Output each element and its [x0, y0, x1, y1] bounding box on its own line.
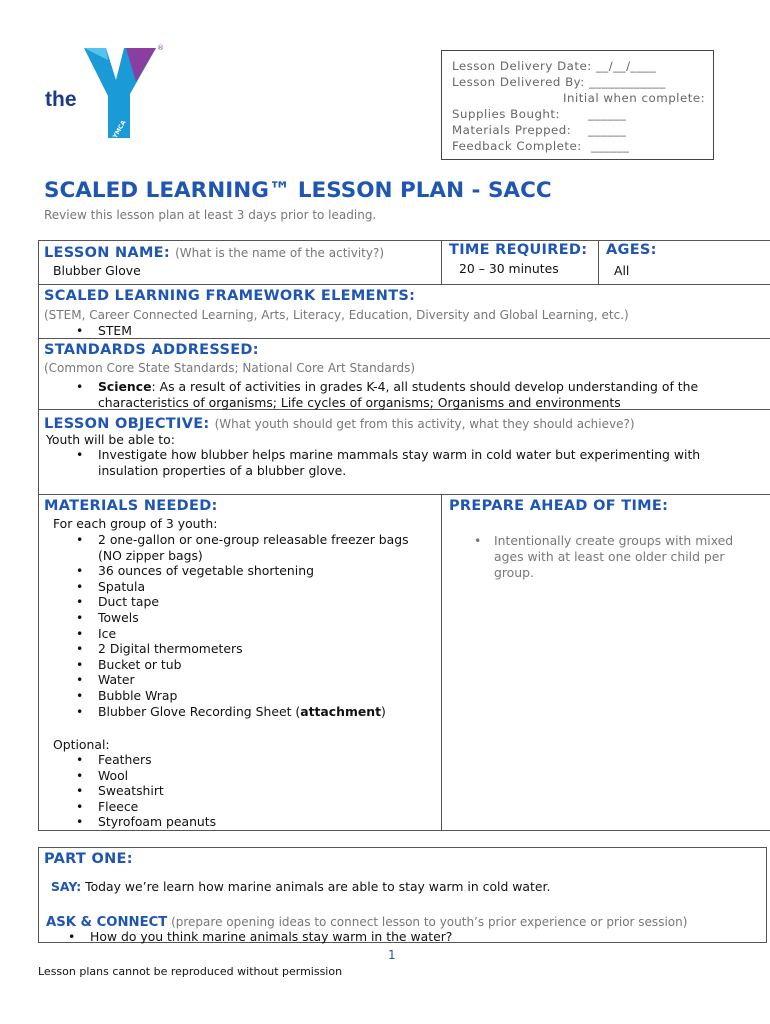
materials-blank: ______	[588, 123, 627, 137]
ask-line	[46, 911, 687, 930]
time-required-label: TIME REQUIRED:	[449, 242, 588, 258]
materials-prepped: Materials Prepped:	[452, 123, 572, 137]
page-subtitle: Review this lesson plan at least 3 days prior to leading.	[44, 208, 377, 222]
recording-sheet-close: )	[381, 703, 386, 719]
say-line	[51, 879, 550, 894]
prepare-line-3: group.	[494, 565, 534, 580]
framework-label: SCALED LEARNING FRAMEWORK ELEMENTS:	[44, 288, 416, 304]
optional-list	[38, 752, 438, 830]
lesson-name-hint: (What is the name of the activity?)	[175, 246, 385, 260]
objective-header	[44, 413, 635, 432]
ages-label: AGES:	[606, 242, 657, 258]
prepare-line-2: ages with at least one older child per	[494, 549, 725, 564]
materials-item: • Bubble Wrap	[38, 688, 438, 704]
page-number: 1	[388, 948, 396, 962]
say-text: Today we’re learn how marine animals are able to stay warm in cold water.	[81, 879, 551, 894]
materials-item-continued: (NO zipper bags)	[98, 547, 203, 563]
optional-item: • Fleece	[38, 799, 438, 815]
logo-the-text: the	[45, 88, 77, 111]
materials-item: • Duct tape	[38, 594, 438, 610]
materials-intro: For each group of 3 youth:	[53, 516, 218, 531]
prepare-item	[474, 533, 733, 581]
delivered-by: Lesson Delivered By: ____________	[452, 75, 666, 89]
lesson-name-value: Blubber Glove	[53, 263, 141, 278]
objective-item-line-2: insulation properties of a blubber glove.	[98, 462, 347, 478]
ask-label: ASK & CONNECT	[46, 915, 168, 930]
materials-item: • Towels	[38, 610, 438, 626]
optional-label: Optional:	[53, 737, 110, 752]
framework-hint: (STEM, Career Connected Learning, Arts, Literacy, Education, Diversity and Global Learning, etc.)	[44, 308, 629, 322]
lesson-name-header	[44, 242, 384, 261]
science-text-2: characteristics of organisms; Life cycles of organisms; Organisms and environments	[98, 394, 621, 410]
materials-item: • 2 one-gallon or one-group releasable freezer bags	[38, 532, 438, 548]
materials-item: • Bucket or tub	[38, 657, 438, 673]
optional-item: • Sweatshirt	[38, 783, 438, 799]
objective-intro: Youth will be able to:	[46, 432, 175, 447]
ages-value: All	[614, 263, 630, 278]
part-one-label: PART ONE:	[44, 851, 133, 867]
delivery-date: Lesson Delivery Date: __/__/____	[452, 59, 657, 73]
feedback-blank: ______	[591, 139, 630, 153]
page-title: SCALED LEARNING™ LESSON PLAN - SACC	[44, 178, 552, 203]
ask-item: • How do you think marine animals stay warm in the water?	[30, 929, 730, 945]
attachment-text: attachment	[300, 703, 382, 719]
optional-item: • Feathers	[38, 752, 438, 768]
framework-list	[38, 323, 132, 339]
objective-hint: (What youth should get from this activity, what they should achieve?)	[214, 417, 635, 431]
logo-ymca-text: YMCA	[111, 119, 128, 140]
framework-item: • STEM	[38, 323, 132, 339]
materials-item: • 36 ounces of vegetable shortening	[38, 563, 438, 579]
objective-item	[38, 447, 768, 478]
optional-item: • Wool	[38, 768, 438, 784]
say-label: SAY:	[51, 879, 82, 894]
delivery-info-box	[441, 50, 714, 160]
ask-list	[30, 929, 730, 945]
standards-label: STANDARDS ADDRESSED:	[44, 342, 259, 358]
objective-list	[38, 447, 768, 478]
prepare-line-1: Intentionally create groups with mixed	[494, 533, 734, 548]
recording-sheet-text: Blubber Glove Recording Sheet (	[98, 703, 301, 719]
prepare-bullet: •	[474, 533, 482, 548]
standards-item	[38, 379, 768, 410]
ask-hint: (prepare opening ideas to connect lesson to youth’s prior experience or prior session)	[167, 915, 688, 929]
ymca-logo	[44, 44, 166, 144]
time-required-value: 20 – 30 minutes	[459, 261, 559, 276]
objective-label: LESSON OBJECTIVE:	[44, 416, 210, 432]
materials-item: • Spatula	[38, 579, 438, 595]
materials-item: • Water	[38, 672, 438, 688]
materials-item: • Ice	[38, 626, 438, 642]
materials-list	[38, 532, 438, 719]
initial-note: Initial when complete:	[563, 91, 706, 105]
objective-item-line-1: Investigate how blubber helps marine mammals stay warm in cold water but experimenting with	[98, 447, 701, 462]
footer-notice: Lesson plans cannot be reproduced without permission	[38, 965, 343, 978]
standards-list	[38, 379, 768, 410]
prepare-label: PREPARE AHEAD OF TIME:	[449, 498, 669, 514]
lesson-name-label: LESSON NAME:	[44, 245, 170, 261]
materials-label: MATERIALS NEEDED:	[44, 498, 218, 514]
science-label: Science	[98, 379, 152, 394]
feedback-complete: Feedback Complete:	[452, 139, 582, 153]
supplies-bought: Supplies Bought:	[452, 107, 561, 121]
science-text-1: : As a result of activities in grades K-4, all students should develop understanding of the	[151, 379, 699, 394]
optional-item: • Styrofoam peanuts	[38, 814, 438, 830]
materials-item: • 2 Digital thermometers	[38, 641, 438, 657]
supplies-blank: ______	[588, 107, 627, 121]
materials-item-recording-sheet	[38, 704, 438, 720]
logo-registered: ®	[157, 44, 164, 52]
standards-hint: (Common Core State Standards; National Core Art Standards)	[44, 361, 416, 375]
